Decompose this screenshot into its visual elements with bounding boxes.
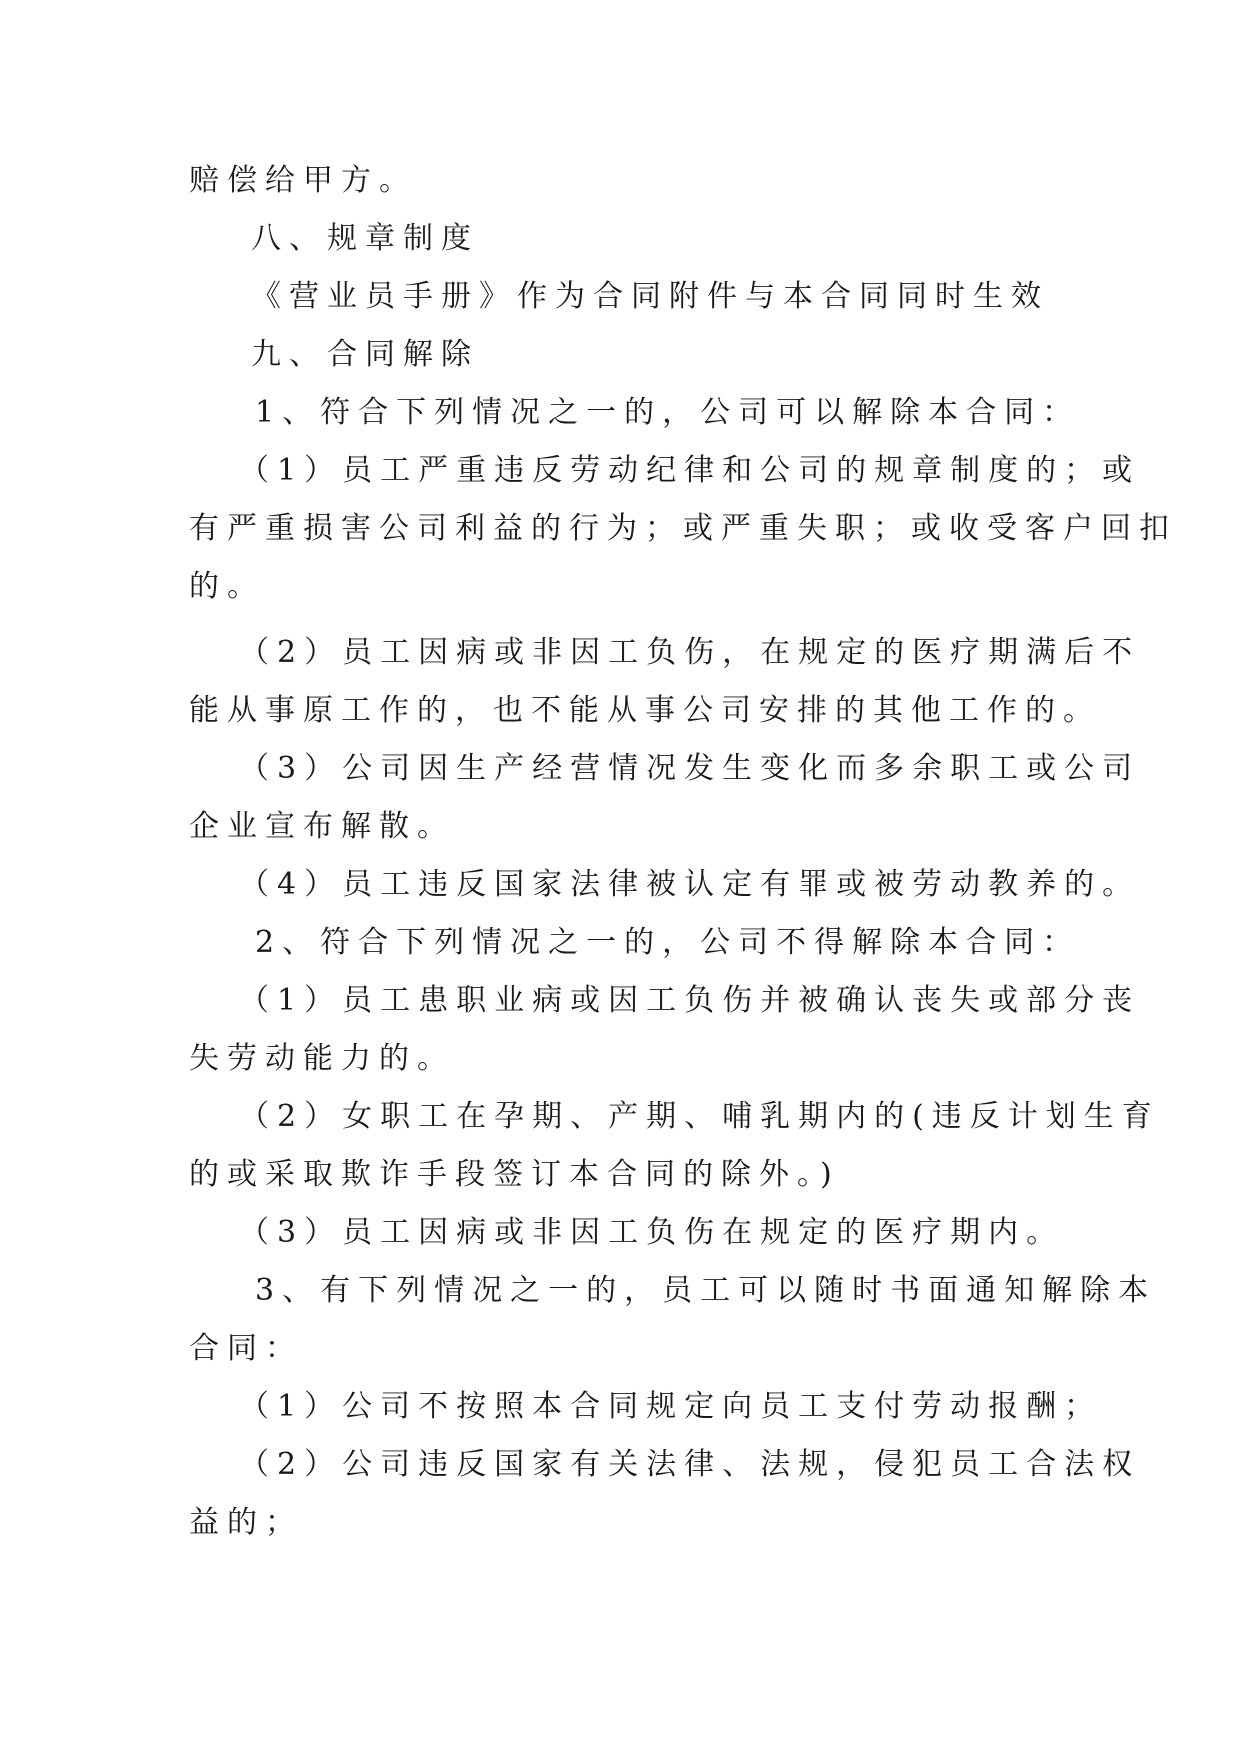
clause-item-continued: 企业宣布解散。	[189, 809, 455, 844]
clause-item: （2）女职工在孕期、产期、哺乳期内的(违反计划生育	[239, 1099, 1160, 1134]
clause-item-continued: 有严重损害公司利益的行为；或严重失职；或收受客户回扣	[189, 511, 1177, 546]
clause-heading: 3、有下列情况之一的，员工可以随时书面通知解除本	[255, 1273, 1157, 1308]
clause-item: （3）公司因生产经营情况发生变化而多余职工或公司	[239, 751, 1141, 786]
clause-heading: 1、符合下列情况之一的，公司可以解除本合同：	[255, 395, 1081, 430]
clause-heading-continued: 合同：	[189, 1331, 303, 1366]
section-heading: 八、规章制度	[251, 221, 479, 256]
clause-item: （3）员工因病或非因工负伤在规定的医疗期内。	[239, 1215, 1065, 1250]
section-heading: 九、合同解除	[251, 337, 479, 372]
clause-item: （1）员工严重违反劳动纪律和公司的规章制度的；或	[239, 453, 1141, 488]
clause-item: （2）员工因病或非因工负伤，在规定的医疗期满后不	[239, 635, 1141, 670]
clause-item: （1）员工患职业病或因工负伤并被确认丧失或部分丧	[239, 983, 1141, 1018]
paragraph-line: 《营业员手册》作为合同附件与本合同同时生效	[251, 279, 1049, 314]
clause-item: （1）公司不按照本合同规定向员工支付劳动报酬；	[239, 1389, 1103, 1424]
document-body	[189, 152, 1177, 1552]
clause-item-continued: 能从事原工作的，也不能从事公司安排的其他工作的。	[189, 693, 1101, 728]
clause-item: （2）公司违反国家有关法律、法规，侵犯员工合法权	[239, 1447, 1141, 1482]
clause-item-continued: 的。	[189, 569, 265, 604]
clause-item-continued: 的或采取欺诈手段签订本合同的除外。)	[189, 1157, 840, 1192]
clause-heading: 2、符合下列情况之一的，公司不得解除本合同：	[255, 925, 1081, 960]
clause-item-continued: 失劳动能力的。	[189, 1041, 455, 1076]
clause-item: （4）员工违反国家法律被认定有罪或被劳动教养的。	[239, 867, 1141, 902]
clause-item-continued: 益的；	[189, 1505, 303, 1540]
paragraph-line: 赔偿给甲方。	[189, 163, 417, 198]
